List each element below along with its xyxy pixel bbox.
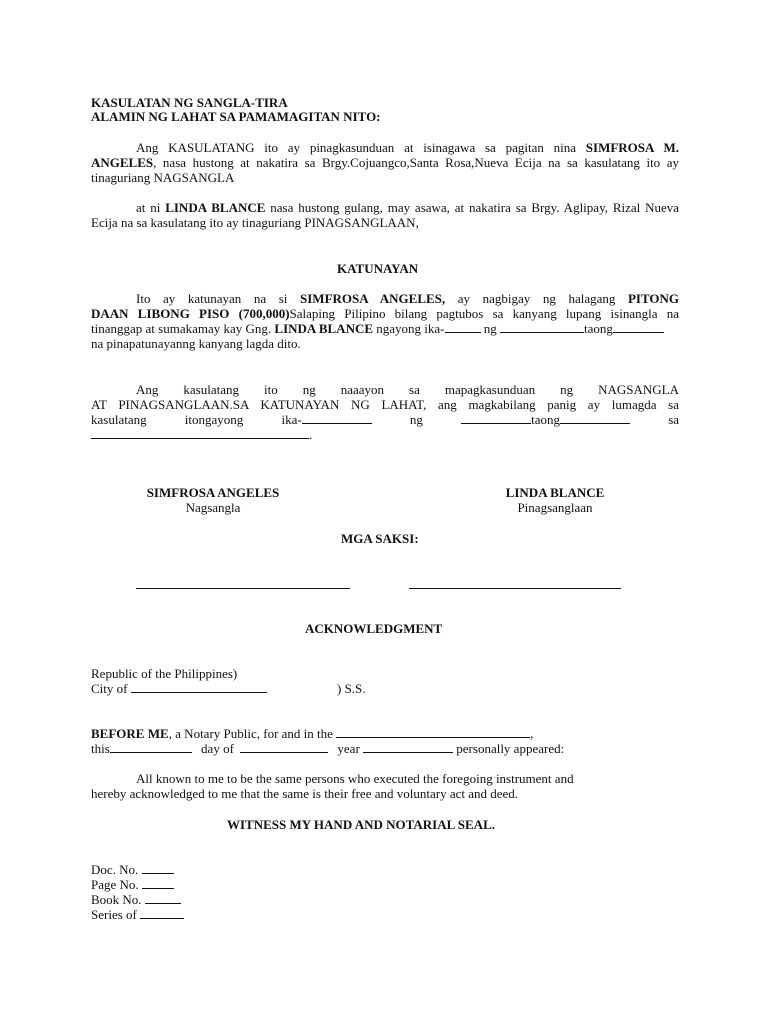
series-label: Series of [91,907,137,922]
party2-name: LINDA BLANCE [165,200,266,215]
doc-no-line [91,862,174,877]
series-line [91,907,184,922]
appeared-label: personally appeared: [456,741,565,756]
blank-year-2[interactable] [560,412,630,424]
before-me-comma: , [530,726,534,741]
acknowledgment-heading: ACKNOWLEDGMENT [305,621,443,636]
ang-period: . [309,427,313,442]
katunayan-ng: ng [483,321,497,336]
blank-place[interactable] [91,427,309,439]
republic-line: Republic of the Philippines) [91,666,238,681]
this-day-line [91,741,564,756]
party2-name-2: LINDA BLANCE [274,321,374,336]
city-line [91,681,267,696]
katunayan-heading: KATUNAYAN [337,261,419,276]
signatory-left-name: SIMFROSA ANGELES [146,485,280,500]
ang-line-2: AT PINAGSANGLAAN.SA KATUNAYAN NG LAHAT, ang magkabilang panig ay lumagda sa [91,397,679,412]
katunayan-ika: ngayong ika- [376,321,445,336]
ang-taong: taong [531,412,561,427]
second-line-2: Ecija na sa kasulatang ito ay tinaguriang PINAGSANGLAAN, [91,215,419,230]
blank-day[interactable] [445,321,481,333]
party1-surname: ANGELES [91,155,154,170]
document-title: KASULATAN NG SANGLA-TIRA [91,95,288,110]
ang-kasulatang: kasulatang [91,412,147,427]
ang-sa: sa [668,412,680,427]
katunayan-text-2: ay nagbigay ng halagang [457,291,616,306]
before-me-line [91,726,533,741]
witness-signature-line-2[interactable] [409,588,621,589]
blank-month[interactable] [500,321,584,333]
ang-line-1: Ang kasulatang ito ng naaayon sa mapagkasunduan ng NAGSANGLA [136,382,679,397]
second-line-1 [136,200,679,215]
katunayan-line-1 [136,291,679,306]
signatory-left-role: Nagsangla [185,500,241,515]
signatory-right-role: Pinagsanglaan [517,500,593,515]
document-subtitle: ALAMIN NG LAHAT SA PAMAMAGITAN NITO: [91,109,381,124]
witnesses-heading: MGA SAKSI: [341,531,419,546]
ang-ng: ng [409,412,423,427]
page-no-line [91,877,174,892]
intro-line-3: tinaguriang NAGSANGLA [91,170,235,185]
blank-page-no[interactable] [142,877,174,889]
intro-address: , nasa hustong at nakatira sa Brgy.Cojuangco,Santa Rosa,Nueva Ecija na sa kasulatang ito ay [153,155,679,170]
blank-year[interactable] [613,321,664,333]
city-label: City of [91,681,128,696]
second-text: at ni [136,200,161,215]
before-me-bold: BEFORE ME [91,726,169,741]
katunayan-text-4: tinanggap at sumakamay kay Gng. [91,321,272,336]
katunayan-taong: taong [584,321,613,336]
blank-ack-month[interactable] [240,741,328,753]
party1-name-part: SIMFROSA M. [585,140,679,155]
blank-day-2[interactable] [302,412,372,424]
signatory-right-name: LINDA BLANCE [505,485,605,500]
year-label: year [337,741,360,756]
known-line-1: All known to me to be the same persons who executed the foregoing instrument and [136,771,574,786]
blank-doc-no[interactable] [142,862,174,874]
doc-no-label: Doc. No. [91,862,139,877]
ang-itongayong: itongayong [184,412,244,427]
katunayan-line-4: na pinapatunayanng kanyang lagda dito. [91,336,301,351]
before-me-text: , a Notary Public, for and in the [168,726,333,741]
intro-text: Ang KASULATANG ito ay pinagkasunduan at isinagawa sa pagitan nina [136,140,577,155]
day-of-label: day of [201,741,234,756]
ang-ika: ika- [281,412,302,427]
blank-ack-year[interactable] [363,741,453,753]
blank-city[interactable] [131,681,267,693]
blank-jurisdiction[interactable] [336,726,530,738]
page-no-label: Page No. [91,877,139,892]
blank-ack-day[interactable] [110,741,192,753]
katunayan-line-3 [91,321,679,336]
intro-line-1 [136,140,679,155]
katunayan-text: Ito ay katunayan na si [136,291,288,306]
intro-line-2 [91,155,679,170]
ang-line-4 [91,427,312,442]
book-no-line [91,892,181,907]
katunayan-line-2 [91,306,679,321]
blank-book-no[interactable] [145,892,181,904]
amount-words-1: PITONG [627,291,680,306]
book-no-label: Book No. [91,892,142,907]
party2-address: nasa hustong gulang, may asawa, at nakatira sa Brgy. Aglipay, Rizal Nueva [270,200,680,215]
ang-line-3 [91,412,679,427]
witness-signature-line-1[interactable] [136,588,350,589]
party1-fullname: SIMFROSA ANGELES, [300,291,446,306]
known-line-2: hereby acknowledged to me that the same is their free and voluntary act and deed. [91,786,519,801]
ss-label: ) S.S. [337,681,366,696]
this-label: this [91,741,110,756]
amount-words-2: DAAN LIBONG PISO (700,000) [91,306,290,321]
blank-month-2[interactable] [461,412,531,424]
witness-seal-heading: WITNESS MY HAND AND NOTARIAL SEAL. [227,817,495,832]
katunayan-text-3: Salaping Pilipino bilang pagtubos sa kanyang lupang isinangla na [289,306,679,321]
blank-series[interactable] [140,907,184,919]
